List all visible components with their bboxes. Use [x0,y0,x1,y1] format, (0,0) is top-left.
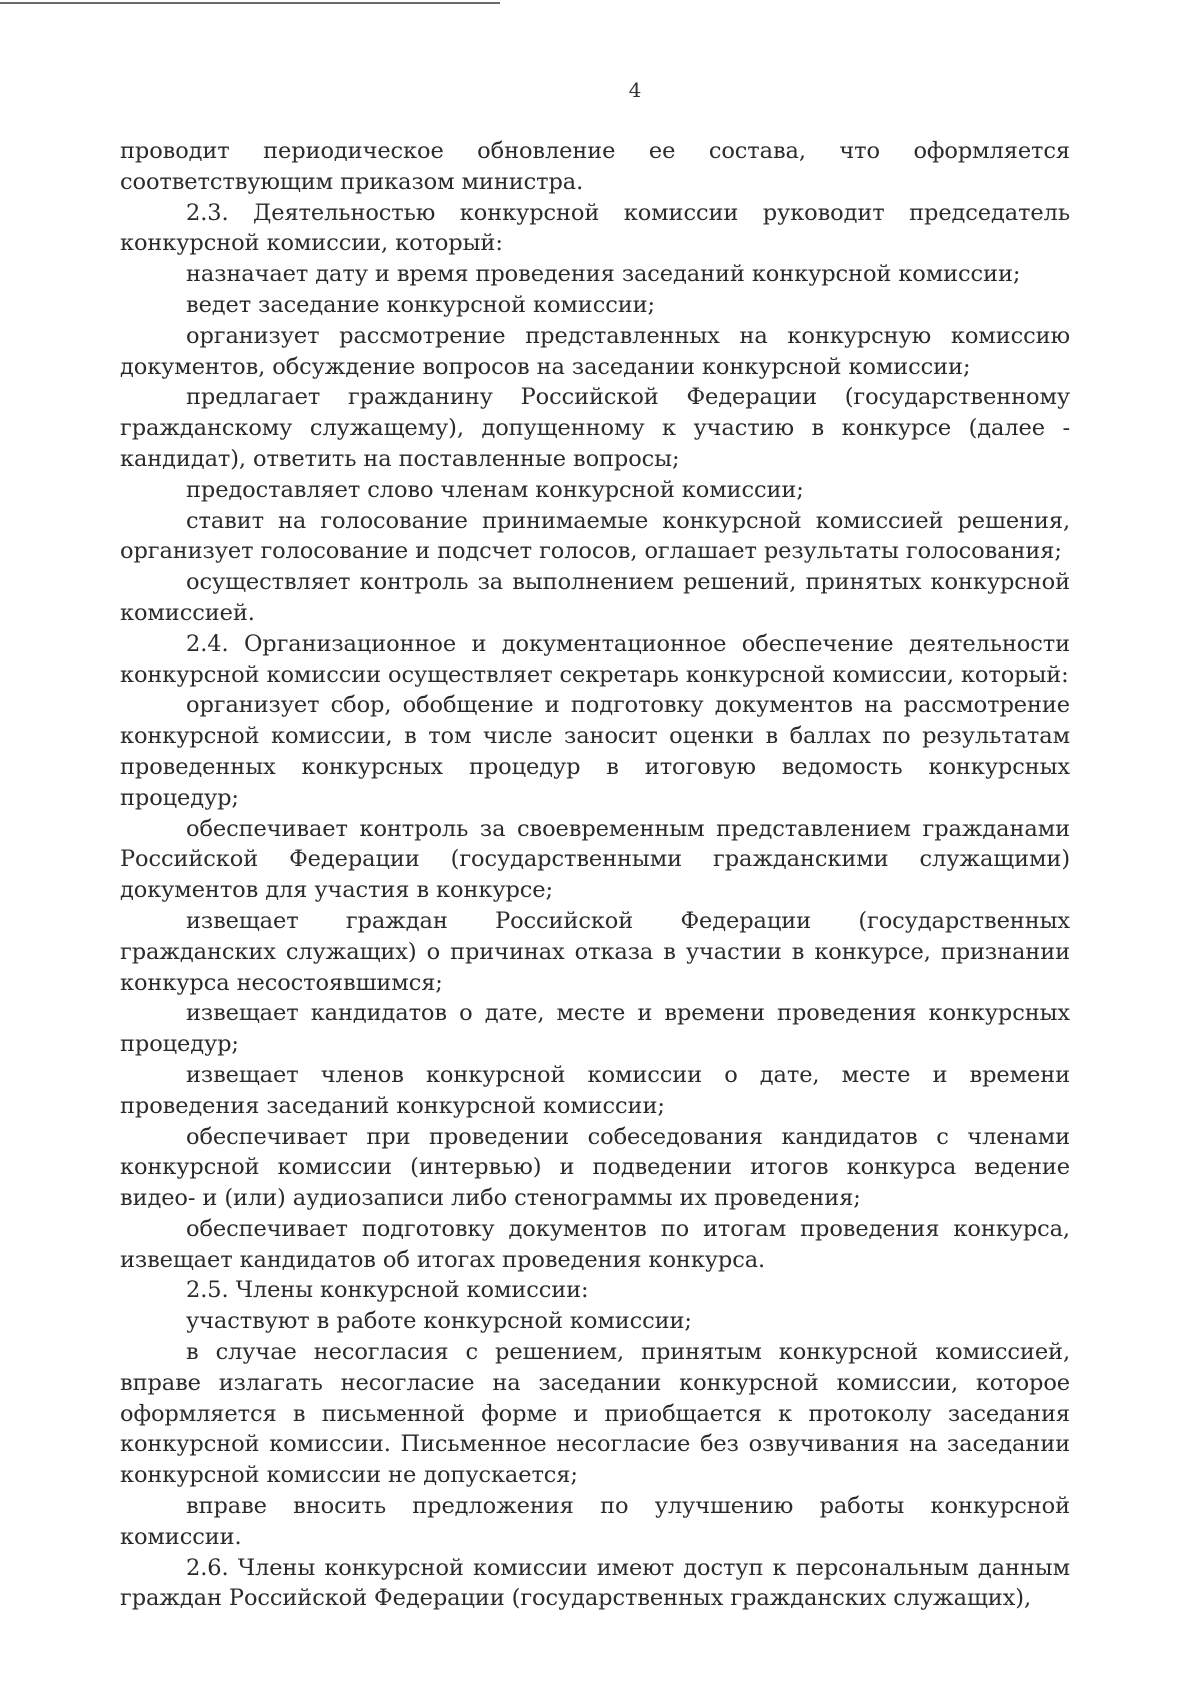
paragraph: назначает дату и время проведения заседаний конкурсной комиссии; [186,261,1021,288]
paragraph: извещает граждан Российской Федерации (государственных гражданских служащих) о причинах отказа в участии в конкурсе, признании конкурса несостоявшимся; [120,907,1070,996]
top-scan-rule [0,2,500,4]
paragraph: предоставляет слово членам конкурсной комиссии; [186,476,804,503]
paragraph: участвуют в работе конкурсной комиссии; [186,1308,692,1335]
paragraph: вправе вносить предложения по улучшению работы конкурсной комиссии. [120,1493,1070,1550]
paragraph: обеспечивает подготовку документов по итогам проведения конкурса, извещает кандидатов об итогах проведения конкурса. [120,1215,1070,1273]
paragraph: 2.6. Члены конкурсной комиссии имеют доступ к персональным данным граждан Российской Федерации (государственных гражданских служащих), [120,1554,1070,1612]
paragraph: организует сбор, обобщение и подготовку документов на рассмотрение конкурсной комиссии, в том числе заносит оценки в баллах по результатам проведенных конкурсных процедур в итоговую ведомость конкурсных процедур; [120,692,1070,811]
paragraph: осуществляет контроль за выполнением решений, принятых конкурсной комиссией. [120,569,1070,626]
paragraph: в случае несогласия с решением, принятым конкурсной комиссией, вправе излагать несогласие на заседании конкурсной комиссии, которое оформляется в письменной форме и приобщается к протоколу заседания конкурсной комиссии. Письменное несогласие без озвучивания на заседании конкурсной комиссии не допускается; [120,1339,1070,1489]
page-number: 4 [628,78,642,102]
paragraph: обеспечивает контроль за своевременным представлением гражданами Российской Федерации (государственными гражданскими служащими) документов для участия в конкурсе; [120,815,1070,904]
paragraph: организует рассмотрение представленных на конкурсную комиссию документов, обсуждение вопросов на заседании конкурсной комиссии; [120,322,1070,380]
paragraph: ставит на голосование принимаемые конкурсной комиссией решения, организует голосование и подсчет голосов, оглашает результаты голосования; [120,507,1070,565]
document-body [120,136,1070,1614]
paragraph: проводит периодическое обновление ее состава, что оформляется соответствующим приказом министра. [120,138,1070,195]
paragraph: 2.3. Деятельностью конкурсной комиссии руководит председатель конкурсной комиссии, который: [120,199,1070,257]
paragraph: 2.5. Члены конкурсной комиссии: [186,1277,589,1304]
paragraph: извещает кандидатов о дате, месте и времени проведения конкурсных процедур; [120,1000,1070,1058]
paragraph: ведет заседание конкурсной комиссии; [186,291,655,318]
paragraph: извещает членов конкурсной комиссии о дате, месте и времени проведения заседаний конкурсной комиссии; [120,1061,1070,1119]
paragraph: обеспечивает при проведении собеседования кандидатов с членами конкурсной комиссии (интервью) и подведении итогов конкурса ведение видео- и (или) аудиозаписи либо стенограммы их проведения; [120,1123,1070,1212]
paragraph: предлагает гражданину Российской Федерации (государственному гражданскому служащему), допущенному к участию в конкурсе (далее - кандидат), ответить на поставленные вопросы; [120,384,1070,472]
paragraph: 2.4. Организационное и документационное обеспечение деятельности конкурсной комиссии осуществляет секретарь конкурсной комиссии, который: [120,630,1070,688]
